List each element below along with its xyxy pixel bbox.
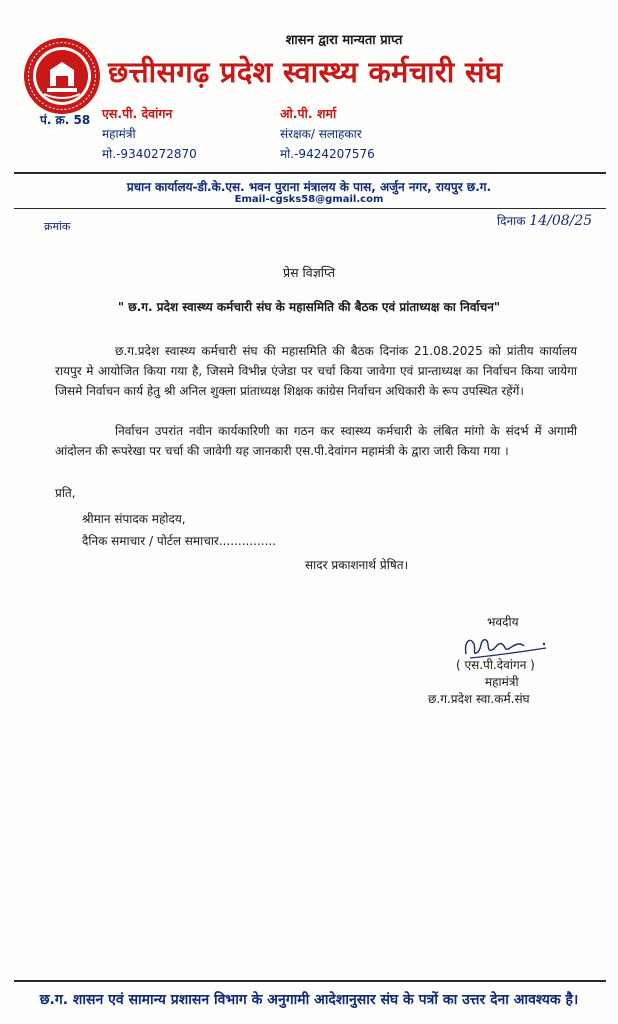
patron-block — [280, 104, 375, 164]
publication-request: सादर प्रकाशनार्थ प्रेषित। — [305, 558, 409, 572]
patron-name: ओ.पी. शर्मा — [280, 106, 337, 121]
organization-name: छत्तीसगढ़ प्रदेश स्वास्थ्य कर्मचारी संघ — [108, 55, 503, 89]
patron-mobile: मो.-9424207576 — [280, 147, 375, 161]
footer-divider — [14, 980, 606, 982]
newspaper-line: दैनिक समाचार / पोर्टल समाचार............... — [82, 534, 277, 548]
secretary-mobile: मो.-9340272870 — [102, 147, 197, 161]
patron-designation: संरक्षक/ सलाहकार — [280, 127, 362, 141]
paragraph-1: छ.ग.प्रदेश स्वास्थ्य कर्मचारी संघ की महासमिति की बैठक दिनांक 21.08.2025 को प्रांतीय कार्यालय रायपुर मे आयोजित किया गया है, जिसमे विभीन्न एंजेडा पर चर्चा किया जावेगा एवं प्रान्ताध्यक्ष का निर्वाचन किया जायेगा जिसमे निर्वाचन कार्य हेतु श्री अनिल शुक्ला प्रांताध्यक्ष शिक्षक कांग्रेस निर्वाचन अधिकारी के रूप उपस्थित रहेंगें। — [55, 344, 577, 398]
signatory-organization: छ.ग.प्रदेश स्वा.कर्म.संघ — [428, 692, 530, 706]
date-value: 14/08/25 — [529, 213, 593, 229]
union-seal-logo — [22, 36, 102, 116]
registration-number: पं. क्र. 58 — [40, 113, 91, 127]
address-divider — [14, 208, 606, 209]
editor-salutation: श्रीमान संपादक महोदय, — [82, 512, 186, 526]
secretary-block — [102, 104, 197, 164]
subject-line: " छ.ग. प्रदेश स्वास्थ्य कर्मचारी संघ के महासमिति की बैठक एवं प्रांताध्यक्ष का निर्वाचन" — [117, 300, 501, 314]
signatory-name: ( एस.पी.देवांगन ) — [456, 658, 535, 672]
header-divider — [14, 172, 606, 174]
date-label: दिनाक — [497, 214, 526, 228]
signatory-designation: महामंत्री — [485, 675, 519, 689]
document-title: प्रेस विज्ञप्ति — [283, 265, 335, 280]
footer-note: छ.ग. शासन एवं सामान्य प्रशासन विभाग के अनुगामी आदेशानुसार संघ के पत्रों का उत्तर देना आवश्यक है। — [39, 992, 579, 1008]
recognition-line: शासन द्वारा मान्यता प्राप्त — [285, 33, 403, 48]
date-line — [497, 212, 592, 229]
office-address: प्रधान कार्यालय-डी.के.एस. भवन पुराना मंत्रालय के पास, अर्जुन नगर, रायपुर छ.ग. — [126, 180, 492, 194]
paragraph-2: निर्वाचन उपरांत नवीन कार्यकारिणी का गठन कर स्वास्थ्य कर्मचारी के लंबित मांगो के संदर्भ में अगामी आंदोलन की रूपरेखा पर चर्चा की जावेगी यह जानकारी एस.पी.देवांगन महामंत्री के द्वारा जारी किया गया । — [55, 424, 577, 458]
reference-number-label: क्रमांक — [44, 220, 71, 233]
closing-yours: भवदीय — [487, 615, 519, 629]
copy-to-label: प्रति, — [55, 486, 76, 500]
email-address: Email-cgsks58@gmail.com — [234, 194, 384, 205]
secretary-designation: महामंत्री — [102, 127, 136, 141]
secretary-name: एस.पी. देवांगन — [102, 106, 173, 121]
